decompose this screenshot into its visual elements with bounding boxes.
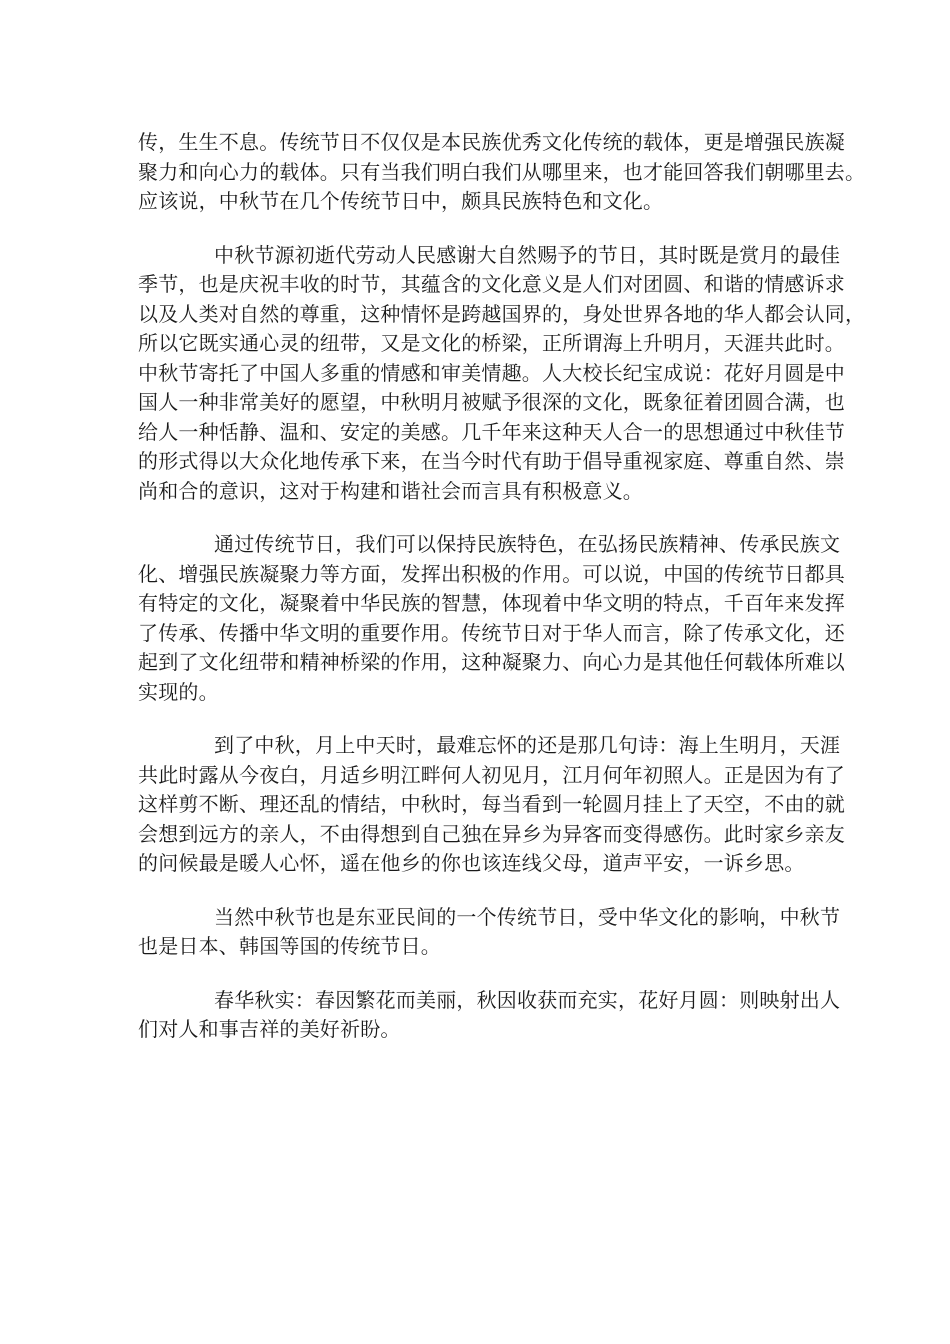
text-line: 们对人和事吉祥的美好祈盼。 — [138, 1017, 401, 1041]
text-line: 通过传统节日，我们可以保持民族特色，在弘扬民族精神、传承民族文 — [214, 532, 841, 556]
text-line: 了传承、传播中华文明的重要作用。传统节日对于华人而言，除了传承文化，还 — [138, 620, 845, 645]
text-line: 传，生生不息。传统节日不仅仅是本民族优秀文化传统的载体，更是增强民族凝 — [138, 130, 845, 154]
paragraph-5 — [138, 903, 841, 962]
paragraph-3 — [138, 530, 845, 707]
text-line: 起到了文化纽带和精神桥梁的作用，这种凝聚力、向心力是其他任何载体所难以 — [138, 650, 845, 674]
text-line: 的形式得以大众化地传承下来，在当今时代有助于倡导重视家庭、尊重自然、崇 — [138, 449, 845, 473]
text-line: 会想到远方的亲人，不由得想到自己独在异乡为异客而变得感伤。此时家乡亲友 — [138, 821, 845, 846]
text-line: 给人一种恬静、温和、安定的美感。几千年来这种天人合一的思想通过中秋佳节 — [138, 419, 845, 444]
text-line: 也是日本、韩国等国的传统节日。 — [138, 934, 441, 958]
text-line: 有特定的文化，凝聚着中华民族的智慧，体现着中华文明的特点，千百年来发挥 — [138, 591, 845, 615]
paragraph-4 — [138, 731, 845, 879]
text-line: 应该说，中秋节在几个传统节日中，颇具民族特色和文化。 — [138, 189, 664, 213]
text-line: 聚力和向心力的载体。只有当我们明白我们从哪里来，也才能回答我们朝哪里去。 — [138, 159, 866, 184]
text-line: 尚和合的意识，这对于构建和谐社会而言具有积极意义。 — [138, 478, 643, 503]
text-line: 的问候最是暖人心怀，遥在他乡的你也该连线父母，道声平安，一诉乡思。 — [138, 851, 805, 875]
text-line: 共此时露从今夜白，月适乡明江畔何人初见月，江月何年初照人。正是因为有了 — [138, 762, 845, 787]
text-line: 到了中秋，月上中天时，最难忘怀的还是那几句诗：海上生明月，天涯 — [214, 733, 841, 757]
paragraph-6 — [138, 986, 841, 1045]
paragraph-2 — [138, 241, 866, 507]
text-line: 中秋节寄托了中国人多重的情感和审美情趣。人大校长纪宝成说：花好月圆是中 — [138, 360, 845, 385]
document-page — [138, 128, 866, 1069]
text-line: 季节，也是庆祝丰收的时节，其蕴含的文化意义是人们对团圆、和谐的情感诉求 — [138, 272, 845, 296]
text-line: 春华秋实：春因繁花而美丽，秋因收获而充实，花好月圆：则映射出人 — [214, 987, 841, 1012]
text-line: 化、增强民族凝聚力等方面，发挥出积极的作用。可以说，中国的传统节日都具 — [138, 561, 845, 586]
text-line: 国人一种非常美好的愿望，中秋明月被赋予很深的文化，既象征着团圆合满，也 — [138, 390, 845, 414]
text-line: 以及人类对自然的尊重，这种情怀是跨越国界的，身处世界各地的华人都会认同， — [138, 301, 866, 326]
text-line: 这样剪不断、理还乱的情结，中秋时，每当看到一轮圆月挂上了天空，不由的就 — [138, 792, 845, 816]
paragraph-1 — [138, 128, 866, 217]
text-line: 中秋节源初逝代劳动人民感谢大自然赐予的节日，其时既是赏月的最佳 — [214, 242, 841, 267]
text-line: 当然中秋节也是东亚民间的一个传统节日，受中华文化的影响，中秋节 — [214, 904, 841, 929]
text-line: 所以它既实通心灵的纽带，又是文化的桥梁，正所谓海上升明月，天涯共此时。 — [138, 331, 845, 355]
text-line: 实现的。 — [138, 679, 219, 704]
